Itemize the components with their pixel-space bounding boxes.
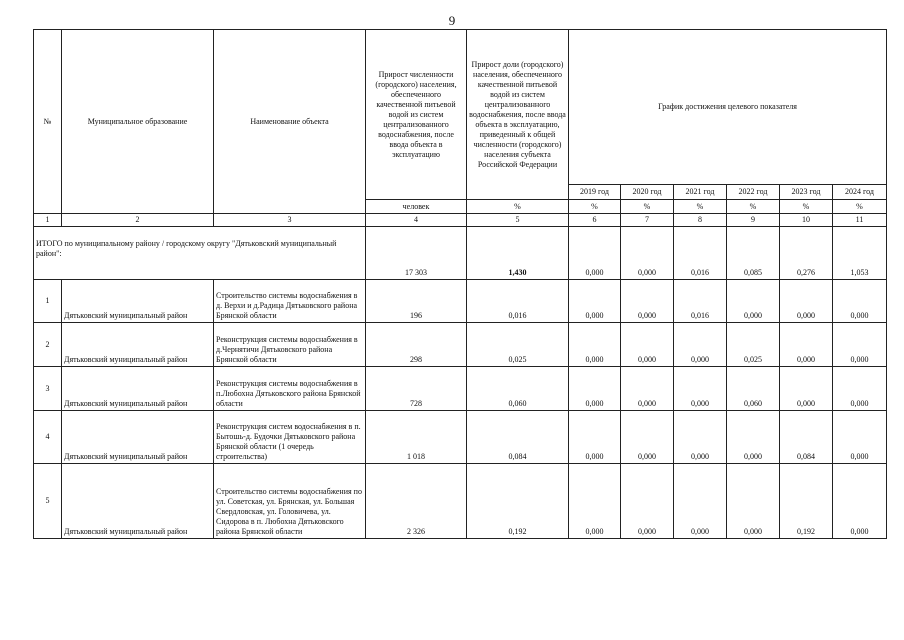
header-year: 2023 год (780, 185, 833, 200)
total-year-value: 0,000 (621, 227, 674, 280)
row-year-value: 0,000 (621, 367, 674, 411)
table-row (34, 367, 887, 411)
total-year-value: 1,053 (833, 227, 887, 280)
row-year-value: 0,084 (780, 411, 833, 464)
total-year-value: 0,276 (780, 227, 833, 280)
row-num: 1 (34, 280, 62, 323)
header-pop-growth: Прирост численности (городского) населения, обеспеченного качественной питьевой водой из систем централизованного водоснабжения, после ввода объекта в эксплуатацию (366, 30, 467, 200)
row-year-value: 0,000 (569, 323, 621, 367)
row-share: 0,016 (467, 280, 569, 323)
row-year-value: 0,060 (727, 367, 780, 411)
row-year-value: 0,000 (833, 411, 887, 464)
row-year-value: 0,000 (569, 280, 621, 323)
row-num: 3 (34, 367, 62, 411)
table-row (34, 323, 887, 367)
header-year: 2021 год (674, 185, 727, 200)
row-year-value: 0,000 (727, 280, 780, 323)
table-row (34, 464, 887, 539)
row-year-value: 0,000 (780, 367, 833, 411)
row-year-value: 0,016 (674, 280, 727, 323)
row-year-value: 0,000 (674, 323, 727, 367)
header-num: № (34, 30, 62, 214)
total-year-value: 0,085 (727, 227, 780, 280)
unit-year: % (621, 200, 674, 214)
row-municipality: Дятьковский муниципальный район (62, 323, 214, 367)
indicator-table (33, 29, 887, 539)
col-number: 1 (34, 214, 62, 227)
row-object: Реконструкция систем водоснабжения в п. Бытошь-д. Будочки Дятьковского района Брянской области (1 очередь строительства) (214, 411, 366, 464)
row-year-value: 0,000 (621, 323, 674, 367)
col-number: 3 (214, 214, 366, 227)
row-num: 5 (34, 464, 62, 539)
row-people: 1 018 (366, 411, 467, 464)
row-share: 0,060 (467, 367, 569, 411)
unit-year: % (833, 200, 887, 214)
row-share: 0,025 (467, 323, 569, 367)
header-share-growth: Прирост доли (городского) населения, обеспеченного качественной питьевой водой из систем централизованного водоснабжения, после ввода объекта в эксплуатацию, приведенный к общей численности (городского) населения субъекта Российской Федерации (467, 30, 569, 200)
unit-year: % (780, 200, 833, 214)
unit-year: % (674, 200, 727, 214)
row-year-value: 0,000 (780, 280, 833, 323)
row-year-value: 0,000 (727, 464, 780, 539)
total-people: 17 303 (366, 227, 467, 280)
row-municipality: Дятьковский муниципальный район (62, 280, 214, 323)
header-year: 2024 год (833, 185, 887, 200)
total-year-value: 0,016 (674, 227, 727, 280)
row-people: 2 326 (366, 464, 467, 539)
row-year-value: 0,000 (833, 323, 887, 367)
total-year-value: 0,000 (569, 227, 621, 280)
unit-year: % (569, 200, 621, 214)
col-number: 5 (467, 214, 569, 227)
row-year-value: 0,000 (674, 367, 727, 411)
row-year-value: 0,000 (674, 464, 727, 539)
header-object: Наименование объекта (214, 30, 366, 214)
unit-people: человек (366, 200, 467, 214)
unit-year: % (727, 200, 780, 214)
col-number: 8 (674, 214, 727, 227)
header-year: 2022 год (727, 185, 780, 200)
row-year-value: 0,000 (833, 367, 887, 411)
table-row (34, 280, 887, 323)
row-people: 298 (366, 323, 467, 367)
header-schedule: График достижения целевого показателя (569, 30, 887, 185)
row-municipality: Дятьковский муниципальный район (62, 367, 214, 411)
row-year-value: 0,000 (569, 411, 621, 464)
unit-pct: % (467, 200, 569, 214)
row-object: Реконструкция системы водоснабжения в д.Чернятичи Дятьковского района Брянской области (214, 323, 366, 367)
row-municipality: Дятьковский муниципальный район (62, 411, 214, 464)
col-number: 9 (727, 214, 780, 227)
col-number: 7 (621, 214, 674, 227)
row-people: 728 (366, 367, 467, 411)
total-row (34, 227, 887, 280)
col-number: 4 (366, 214, 467, 227)
header-year: 2019 год (569, 185, 621, 200)
row-year-value: 0,025 (727, 323, 780, 367)
header-row (34, 30, 887, 185)
col-number: 6 (569, 214, 621, 227)
column-numbers-row (34, 214, 887, 227)
row-year-value: 0,000 (621, 411, 674, 464)
header-year: 2020 год (621, 185, 674, 200)
row-people: 196 (366, 280, 467, 323)
row-year-value: 0,192 (780, 464, 833, 539)
row-num: 4 (34, 411, 62, 464)
row-municipality: Дятьковский муниципальный район (62, 464, 214, 539)
row-object: Строительство системы водоснабжения в д. Верхи и д.Радица Дятьковского района Брянской области (214, 280, 366, 323)
col-number: 2 (62, 214, 214, 227)
row-num: 2 (34, 323, 62, 367)
total-label: ИТОГО по муниципальному району / городскому округу "Дятьковский муниципальный район": (34, 227, 366, 280)
row-year-value: 0,000 (727, 411, 780, 464)
row-object: Строительство системы водоснабжения по ул. Советская, ул. Брянская, ул. Большая Свердловская, ул. Головичева, ул. Сидорова в п. Любохна Дятьковского района Брянской области (214, 464, 366, 539)
row-year-value: 0,000 (833, 280, 887, 323)
header-municipality: Муниципальное образование (62, 30, 214, 214)
row-year-value: 0,000 (621, 464, 674, 539)
row-year-value: 0,000 (621, 280, 674, 323)
row-year-value: 0,000 (674, 411, 727, 464)
total-share: 1,430 (467, 227, 569, 280)
row-year-value: 0,000 (780, 323, 833, 367)
row-object: Реконструкция системы водоснабжения в п.Любохна Дятьковского района Брянской области (214, 367, 366, 411)
row-year-value: 0,000 (569, 464, 621, 539)
row-share: 0,084 (467, 411, 569, 464)
row-share: 0,192 (467, 464, 569, 539)
row-year-value: 0,000 (569, 367, 621, 411)
col-number: 10 (780, 214, 833, 227)
col-number: 11 (833, 214, 887, 227)
row-year-value: 0,000 (833, 464, 887, 539)
table-row (34, 411, 887, 464)
page-number: 9 (448, 13, 456, 28)
